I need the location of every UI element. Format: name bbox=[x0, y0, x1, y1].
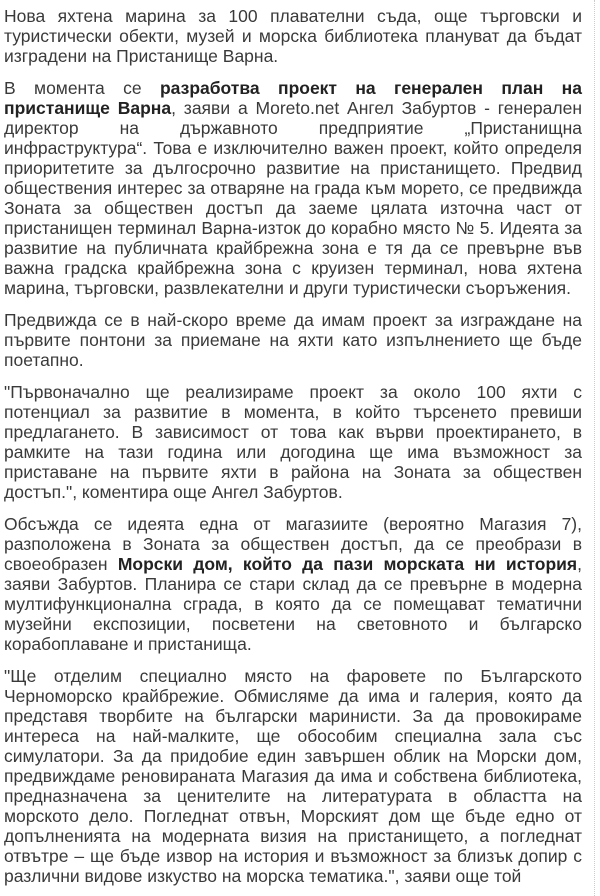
paragraph-bold-text: разработва проект на генерален план на пристанище Варна bbox=[4, 78, 582, 118]
paragraph-text: Предвижда се в най-скоро време да имам проект за изграждане на първите понтони за приемане на яхти като изпълнението ще бъде поетапно. bbox=[4, 310, 582, 370]
article-paragraph bbox=[4, 78, 582, 298]
paragraph-text: В момента се bbox=[4, 78, 160, 98]
article-paragraph bbox=[4, 6, 582, 66]
paragraph-text: "Първоначално ще реализираме проект за около 100 яхти с потенциал за развитие в момента, в който търсенето превиши предлагането. В зависимост от това как върви проектирането, в рамките на тази година или догодина ще има възможност за приставане на първите яхти в района на Зоната за обществен достъп.", коментира още Ангел Забуртов. bbox=[4, 382, 582, 502]
paragraph-text: , заяви а Moreto.net Ангел Забуртов - генерален директор на държавното предприятие „Пристанищна инфраструктура“. Това е изключително важен проект, който определя приоритетите за дългосрочно развитие на пристанището. Предвид обществения интерес за отваряне на града към морето, се предвижда Зоната за обществен достъп да заеме цялата източна част от пристанищен терминал Варна-изток до корабно място № 5. Идеята за развитие на публичната крайбрежна зона е тя да се превърне във важна градска крайбрежна зона с круизен терминал, нова яхтена марина, търговски, развлекателни и други туристически съоръжения. bbox=[4, 98, 582, 298]
paragraph-text: "Ще отделим специално място на фаровете по Българското Черноморско крайбрежие. Обмисляме да има и галерия, която да представя творбите на български маринисти. За да провокираме интереса на най-малките, ще обособим специална зала със симулатори. За да придобие един завършен облик на Морски дом, предвиждаме реновираната Магазия да има и собствена библиотека, предназначена за ценителите на литературата в областта на морското дело. Погледнат отвън, Морският дом ще бъде едно от допълненията на модерната визия на пристанището, а погледнат отвътре – ще бъде извор на история и възможност за близък допир с различни видове изкуство на морска тематика.", заяви още той bbox=[4, 666, 582, 886]
article-paragraph bbox=[4, 382, 582, 502]
paragraph-text: , заяви Забуртов. Планира се стари склад да се превърне в модерна мултифункционална сграда, в която да се помещават тематични музейни експозиции, посветени на световното и българско корабоплаване и пристанища. bbox=[4, 554, 582, 654]
article-paragraph bbox=[4, 666, 582, 886]
article-paragraph bbox=[4, 310, 582, 370]
paragraph-text: Обсъжда се идеята една от магазиите (вероятно Магазия 7), разположена в Зоната за обществен достъп, да се преобрази в своеобразен bbox=[4, 514, 582, 574]
paragraph-bold-text: Морски дом, който да пази морската ни история bbox=[117, 554, 578, 574]
paragraph-text: Нова яхтена марина за 100 плавателни съда, още търговски и туристически обекти, музей и морска библиотека плануват да бъдат изградени на Пристанище Варна. bbox=[4, 6, 582, 66]
article-paragraph bbox=[4, 514, 582, 654]
